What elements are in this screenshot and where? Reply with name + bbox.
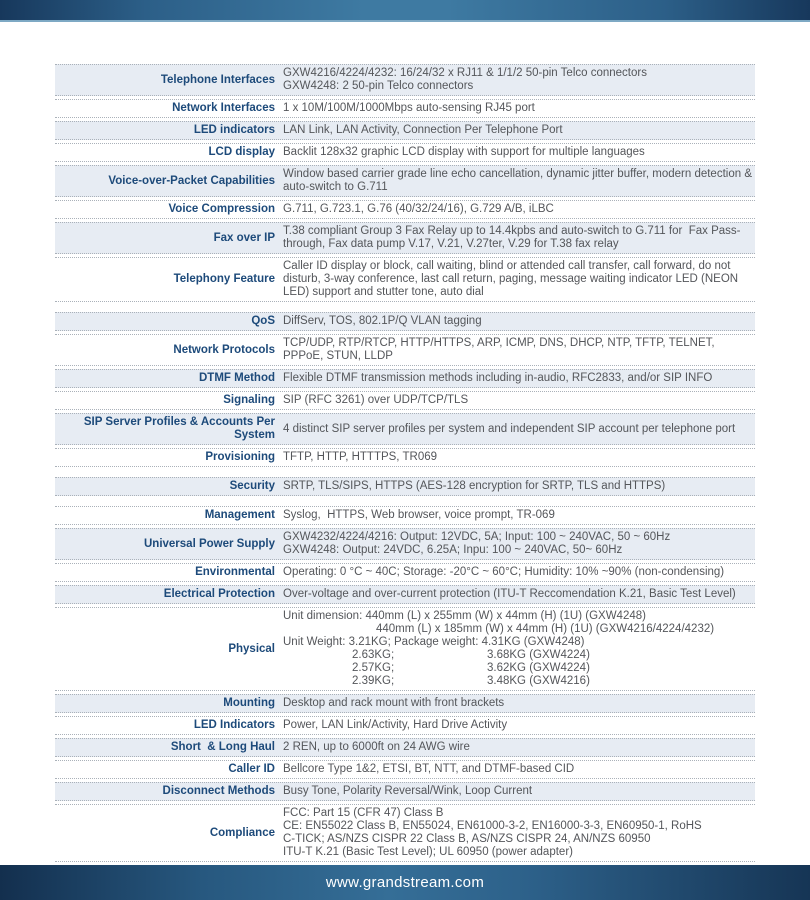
spec-value xyxy=(283,807,755,859)
spec-value xyxy=(283,785,755,798)
spec-row xyxy=(55,143,755,162)
spec-value-line: Busy Tone, Polarity Reversal/Wink, Loop Current xyxy=(283,785,533,797)
spec-row xyxy=(55,528,755,560)
spec-row xyxy=(55,312,755,331)
spec-row xyxy=(55,477,755,496)
spec-value-line: Desktop and rack mount with front brackets xyxy=(283,697,505,709)
spec-label: DTMF Method xyxy=(198,372,275,384)
spec-value xyxy=(283,697,755,710)
spec-value-line: Flexible DTMF transmission methods including in-audio, RFC2833, and/or SIP INFO xyxy=(283,372,713,384)
spec-value-line: Caller ID display or block, call waiting, blind or attended call transfer, call forward, do not disturb, 3-way conference, last call return, paging, message waiting indicator LED (NEON LED) support and stutter tone, auto dial xyxy=(283,260,742,298)
spec-value-line: TCP/UDP, RTP/RTCP, HTTP/HTTPS, ARP, ICMP, DNS, DHCP, NTP, TFTP, TELNET, PPPoE, STUN, LLDP xyxy=(283,337,718,362)
spec-value-line xyxy=(283,662,755,675)
spec-row xyxy=(55,257,755,302)
spec-value xyxy=(283,588,755,601)
spec-value-line: GXW4232/4224/4216: Output: 12VDC, 5A; Input: 100 ~ 240VAC, 50 ~ 60Hz xyxy=(283,531,671,543)
spec-value xyxy=(283,225,755,251)
spec-label: Voice-over-Packet Capabilities xyxy=(108,174,275,187)
spec-row xyxy=(55,607,755,691)
spec-label: Security xyxy=(229,480,275,492)
grandstream-website-link[interactable]: www.grandstream.com xyxy=(325,874,485,891)
spec-value-line xyxy=(283,649,755,662)
spec-label: Signaling xyxy=(223,394,275,406)
unit-weight-value: 2.39KG; xyxy=(352,675,395,687)
spec-row xyxy=(55,782,755,801)
spec-row xyxy=(55,738,755,757)
spec-value xyxy=(283,566,755,579)
spec-label: Universal Power Supply xyxy=(143,537,275,550)
spec-label: Electrical Protection xyxy=(163,588,275,600)
spec-value-line: GXW4248: Output: 24VDC, 6.25A; Inpu: 100 ~ 240VAC, 50~ 60Hz xyxy=(283,544,623,556)
spec-value xyxy=(283,315,755,328)
spec-value xyxy=(283,763,755,776)
spec-row xyxy=(55,804,755,862)
spec-label: QoS xyxy=(251,315,275,327)
spec-value xyxy=(283,531,755,557)
spec-value-line: Power, LAN Link/Activity, Hard Drive Activity xyxy=(283,719,508,731)
spec-value-line: Bellcore Type 1&2, ETSI, BT, NTT, and DTMF-based CID xyxy=(283,763,575,775)
spec-value xyxy=(283,610,755,688)
spec-value-line: 440mm (L) x 185mm (W) x 44mm (H) (1U) (GXW4216/4224/4232) xyxy=(376,623,715,635)
spec-row xyxy=(55,334,755,366)
spec-value-line: G.711, G.723.1, G.76 (40/32/24/16), G.729 A/B, iLBC xyxy=(283,203,554,215)
spec-label: Provisioning xyxy=(205,451,275,463)
spec-row xyxy=(55,64,755,96)
spec-value-line: Operating: 0 °C ~ 40C; Storage: -20°C ~ 60°C; Humidity: 10% ~90% (non-condensing) xyxy=(283,566,725,578)
spec-value-line: DiffServ, TOS, 802.1P/Q VLAN tagging xyxy=(283,315,482,327)
spec-label: Telephony Feature xyxy=(173,273,275,285)
spec-label: Network Interfaces xyxy=(172,102,275,114)
spec-row xyxy=(55,760,755,779)
spec-label: Environmental xyxy=(195,566,275,578)
spec-value-line: SIP (RFC 3261) over UDP/TCP/TLS xyxy=(283,394,469,406)
spec-value xyxy=(283,372,755,385)
spec-label: LED Indicators xyxy=(193,719,275,731)
spec-value-line: CE: EN55022 Class B, EN55024, EN61000-3-2, EN16000-3-3, EN60950-1, RoHS xyxy=(283,820,702,832)
package-weight-value: 3.68KG (GXW4224) xyxy=(487,649,590,661)
spec-value-line: TFTP, HTTP, HTTTPS, TR069 xyxy=(283,451,438,463)
spec-value xyxy=(283,337,755,363)
spec-label: LED indicators xyxy=(193,124,275,136)
spec-value xyxy=(283,124,755,137)
spec-label: Voice Compression xyxy=(168,203,275,215)
spec-value-line: FCC: Part 15 (CFR 47) Class B xyxy=(283,807,444,819)
spec-label: Network Protocols xyxy=(173,343,275,356)
spec-label: Compliance xyxy=(209,826,275,839)
spec-label: Short & Long Haul xyxy=(170,741,275,753)
spec-value xyxy=(283,146,755,159)
package-weight-value: 3.62KG (GXW4224) xyxy=(487,662,590,674)
spec-value xyxy=(283,260,755,299)
spec-row xyxy=(55,563,755,582)
unit-weight-value: 2.63KG; xyxy=(352,649,395,661)
spec-label: SIP Server Profiles & Accounts Per System xyxy=(83,416,279,441)
spec-value-line: Over-voltage and over-current protection (ITU-T Reccomendation K.21, Basic Test Level) xyxy=(283,588,736,600)
spec-value xyxy=(283,480,755,493)
spec-row xyxy=(55,99,755,118)
spec-value-line: 4 distinct SIP server profiles per system and independent SIP account per telephone port xyxy=(283,422,736,435)
spec-value xyxy=(283,203,755,216)
spec-row xyxy=(55,121,755,140)
spec-value xyxy=(283,451,755,464)
spec-row xyxy=(55,506,755,525)
spec-label: Fax over IP xyxy=(213,231,275,244)
spec-value-line: GXW4216/4224/4232: 16/24/32 x RJ11 & 1/1/2 50-pin Telco connectors xyxy=(283,67,647,79)
spec-label: Telephone Interfaces xyxy=(160,73,275,86)
spec-value xyxy=(283,394,755,407)
spec-value-line: Window based carrier grade line echo cancellation, dynamic jitter buffer, modern detection & auto-switch to G.711 xyxy=(283,168,756,193)
spec-row xyxy=(55,165,755,197)
spec-value-line: 2 REN, up to 6000ft on 24 AWG wire xyxy=(283,741,470,753)
spec-value xyxy=(283,423,755,436)
spec-value-line: 1 x 10M/100M/1000Mbps auto-sensing RJ45 port xyxy=(283,102,535,114)
spec-value-line: Unit Weight: 3.21KG; Package weight: 4.31KG (GXW4248) xyxy=(283,636,585,648)
spec-value-line: C-TICK; AS/NZS CISPR 22 Class B, AS/NZS CISPR 24, AN/NZS 60950 xyxy=(283,833,651,845)
spec-row xyxy=(55,200,755,219)
spec-row xyxy=(55,716,755,735)
spec-value-line: LAN Link, LAN Activity, Connection Per Telephone Port xyxy=(283,124,563,136)
spec-label: LCD display xyxy=(208,146,275,158)
spec-value-line: GXW4248: 2 50-pin Telco connectors xyxy=(283,80,474,92)
spec-label: Caller ID xyxy=(228,763,275,775)
unit-weight-value: 2.57KG; xyxy=(352,662,395,674)
spec-value xyxy=(283,509,755,522)
footer-bar xyxy=(0,865,810,900)
spec-value-line: SRTP, TLS/SIPS, HTTPS (AES-128 encryption for SRTP, TLS and HTTPS) xyxy=(283,480,666,492)
spec-label: Disconnect Methods xyxy=(162,785,275,797)
specifications-table xyxy=(55,64,755,862)
spec-label: Management xyxy=(204,509,275,521)
spec-value xyxy=(283,719,755,732)
spec-row xyxy=(55,391,755,410)
package-weight-value: 3.48KG (GXW4216) xyxy=(487,675,590,687)
spec-value-line: T.38 compliant Group 3 Fax Relay up to 14.4kpbs and auto-switch to G.711 for Fax Pass-through, Fax data pump V.17, V.21, V.27ter, V.29 for T.38 fax relay xyxy=(283,225,741,250)
spec-label: Physical xyxy=(228,642,275,655)
spec-value-line: Syslog, HTTPS, Web browser, voice prompt, TR-069 xyxy=(283,509,555,521)
spec-row xyxy=(55,448,755,467)
spec-label: Mounting xyxy=(223,697,275,709)
spec-row xyxy=(55,369,755,388)
spec-row xyxy=(55,222,755,254)
spec-value xyxy=(283,67,755,93)
top-banner-bar xyxy=(0,0,810,22)
spec-value-line: Unit dimension: 440mm (L) x 255mm (W) x 44mm (H) (1U) (GXW4248) xyxy=(283,610,646,622)
spec-row xyxy=(55,413,755,445)
spec-value xyxy=(283,741,755,754)
spec-value-line: ITU-T K.21 (Basic Test Level); UL 60950 (power adapter) xyxy=(283,846,573,858)
spec-value-line: Backlit 128x32 graphic LCD display with support for multiple languages xyxy=(283,146,645,158)
spec-row xyxy=(55,694,755,713)
spec-row xyxy=(55,585,755,604)
spec-value xyxy=(283,168,755,194)
spec-value xyxy=(283,102,755,115)
spec-value-line xyxy=(283,675,755,688)
